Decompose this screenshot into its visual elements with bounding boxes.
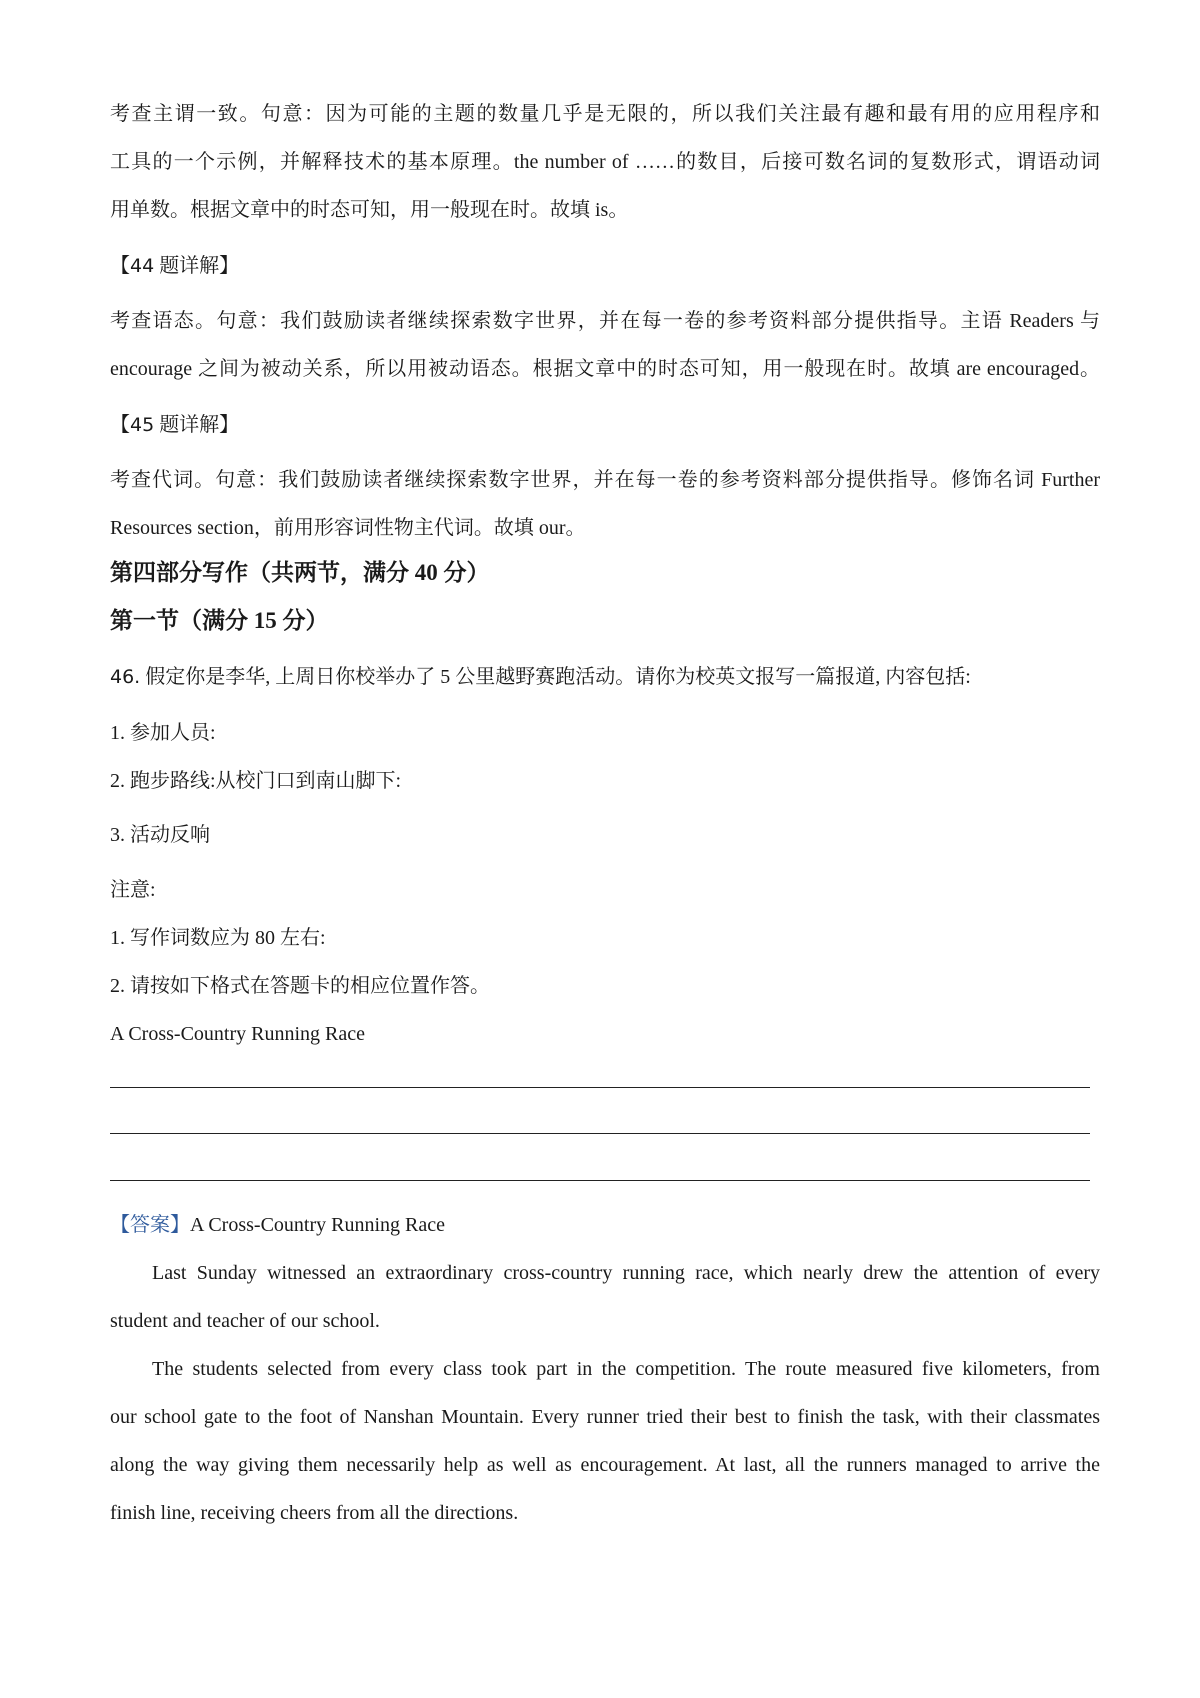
q45-header-number: 45: [130, 414, 155, 436]
q44-header-label: 题详解】: [154, 255, 240, 277]
q43-explain-line-3: 用单数。根据文章中的时态可知，用一般现在时。故填 is。: [110, 199, 629, 221]
q44-header-open: 【: [110, 255, 130, 277]
section-4-part-1-title: 第一节（满分 15 分）: [110, 608, 329, 633]
blank-answer-line-2: [110, 1133, 1090, 1134]
q46-note-1: 1. 写作词数应为 80 左右:: [110, 927, 326, 949]
q43-explain-line-2: 工具的一个示例，并解释技术的基本原理。the number of ……的数目，后接可数名词的复数形式，谓语动词: [110, 151, 1100, 173]
blank-answer-line-3: [110, 1180, 1090, 1181]
q46-essay-title: A Cross-Country Running Race: [110, 1023, 365, 1045]
answer-p2-line-2: our school gate to the foot of Nanshan Mountain. Every runner tried their best to finish the task, with their classmates: [110, 1406, 1100, 1428]
q45-header-open: 【: [110, 414, 130, 436]
q45-header-label: 题详解】: [154, 414, 240, 436]
q46-item-2: 2. 跑步路线:从校门口到南山脚下:: [110, 770, 402, 792]
q46-item-3: 3. 活动反响: [110, 824, 210, 846]
answer-p1-line-1: Last Sunday witnessed an extraordinary cross-country running race, which nearly drew the attention of every: [152, 1262, 1100, 1284]
q45-explain-line-1: 考查代词。句意：我们鼓励读者继续探索数字世界，并在每一卷的参考资料部分提供指导。修饰名词 Further: [110, 469, 1100, 491]
q46-prompt: [110, 664, 1100, 690]
answer-header: [110, 1212, 1100, 1238]
answer-p2-line-3: along the way giving them necessarily help as well as encouragement. At last, all the runners managed to arrive the: [110, 1454, 1100, 1476]
q44-explain-line-2: encourage 之间为被动关系，所以用被动语态。根据文章中的时态可知，用一般现在时。故填 are encouraged。: [110, 358, 1100, 380]
q44-header-number: 44: [130, 255, 155, 277]
q46-note-2: 2. 请按如下格式在答题卡的相应位置作答。: [110, 975, 490, 997]
answer-tag: 【答案】: [110, 1214, 190, 1236]
q45-explain-line-2: Resources section，前用形容词性物主代词。故填 our。: [110, 517, 586, 539]
answer-p2-line-4: finish line, receiving cheers from all the directions.: [110, 1502, 519, 1524]
q44-header: [110, 253, 1100, 279]
q44-explain-line-1: 考查语态。句意：我们鼓励读者继续探索数字世界，并在每一卷的参考资料部分提供指导。主语 Readers 与: [110, 310, 1100, 332]
q46-prompt-text: 假定你是李华, 上周日你校举办了 5 公里越野赛跑活动。请你为校英文报写一篇报道, 内容包括:: [145, 666, 971, 688]
blank-answer-line-1: [110, 1087, 1090, 1088]
answer-p1-line-2: student and teacher of our school.: [110, 1310, 380, 1332]
answer-p2-line-1: The students selected from every class took part in the competition. The route measured five kilometers, from: [152, 1358, 1100, 1380]
q46-number: 46.: [110, 666, 141, 688]
q46-note-label: 注意:: [110, 879, 156, 901]
section-4-title: 第四部分写作（共两节，满分 40 分）: [110, 560, 490, 585]
q45-header: [110, 412, 1100, 438]
q43-explain-line-1: 考查主谓一致。句意：因为可能的主题的数量几乎是无限的，所以我们关注最有趣和最有用的应用程序和: [110, 103, 1100, 125]
answer-title: A Cross-Country Running Race: [190, 1214, 445, 1236]
q46-item-1: 1. 参加人员:: [110, 722, 216, 744]
